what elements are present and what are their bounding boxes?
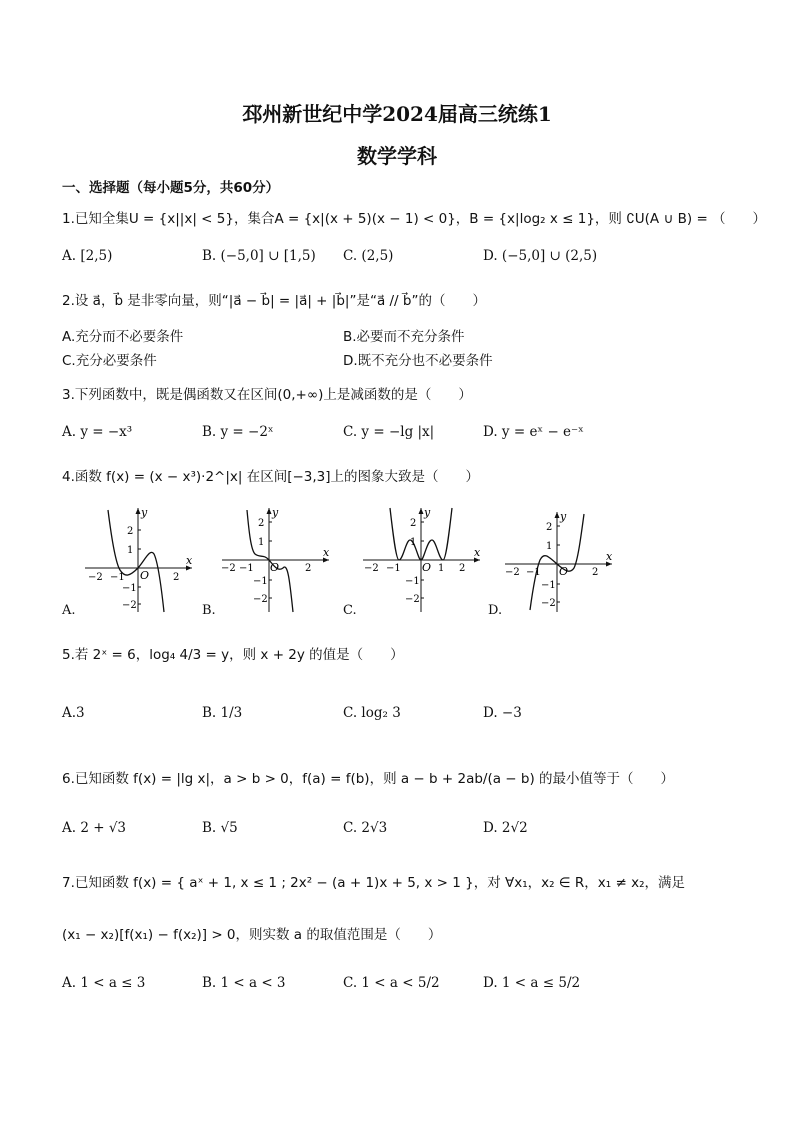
graph-d-tick: −1 bbox=[541, 580, 556, 591]
graph-d-origin: O bbox=[559, 565, 569, 578]
question-2-option-d: D.既不充分也不必要条件 bbox=[343, 353, 493, 369]
question-2-stem: 2.设 a⃗，b⃗ 是非零向量，则“|a⃗ − b⃗| = |a⃗| + |b⃗|”是“a⃗ // b⃗”的（ ） bbox=[62, 293, 486, 309]
question-4-option-c: C. bbox=[343, 603, 357, 618]
subject-title: 数学学科 bbox=[357, 144, 437, 168]
question-4-stem: 4.函数 f(x) = (x − x³)·2^|x| 在区间[−3,3]上的图象大致是（ ） bbox=[62, 469, 480, 485]
graph-c-tick: −1 bbox=[405, 576, 420, 587]
question-1-option-c: C. (2,5) bbox=[343, 248, 394, 264]
question-3-option-c: C. y = −lg |x| bbox=[343, 424, 435, 440]
question-4-option-d: D. bbox=[488, 603, 503, 618]
question-5-option-d: D. −3 bbox=[483, 705, 522, 721]
graph-c bbox=[358, 504, 483, 614]
graph-c-x-label: x bbox=[474, 546, 481, 559]
graph-a-tick: 1 bbox=[127, 545, 134, 556]
question-7-option-c: C. 1 < a < 5/2 bbox=[343, 975, 440, 991]
graph-a-tick: −2 bbox=[88, 572, 103, 583]
question-5-option-b: B. 1/3 bbox=[202, 705, 243, 721]
question-7-stem: 7.已知函数 f(x) = { aˣ + 1, x ≤ 1 ; 2x² − (a + 1)x + 5, x > 1 }，对 ∀x₁，x₂ ∈ R，x₁ ≠ x₂，满足 bbox=[62, 875, 685, 891]
graph-c-tick: −2 bbox=[364, 563, 379, 574]
graph-a-origin: O bbox=[140, 569, 150, 582]
graph-d-tick: −2 bbox=[541, 598, 556, 609]
question-1-option-a: A. [2,5) bbox=[62, 248, 113, 264]
graph-b-tick: 1 bbox=[258, 537, 265, 548]
graph-d bbox=[500, 508, 615, 614]
graph-a-tick: −2 bbox=[122, 600, 137, 611]
graph-d-tick: −1 bbox=[526, 567, 541, 578]
graph-c-tick: 1 bbox=[410, 537, 417, 548]
graph-a-tick: 2 bbox=[173, 572, 180, 583]
graph-a-x-label: x bbox=[186, 554, 193, 567]
question-7-stem-continued: (x₁ − x₂)[f(x₁) − f(x₂)] > 0，则实数 a 的取值范围是（ ） bbox=[62, 927, 442, 943]
question-3-stem: 3.下列函数中，既是偶函数又在区间(0,+∞)上是减函数的是（ ） bbox=[62, 387, 472, 403]
question-6-option-d: D. 2√2 bbox=[483, 820, 528, 836]
graph-c-y-label: y bbox=[424, 506, 431, 519]
question-6-option-c: C. 2√3 bbox=[343, 820, 388, 836]
question-7-option-d: D. 1 < a ≤ 5/2 bbox=[483, 975, 581, 991]
question-4-option-a: A. bbox=[62, 603, 76, 618]
question-5-option-a: A.3 bbox=[62, 705, 85, 721]
graph-b-y-label: y bbox=[272, 506, 279, 519]
question-6-option-b: B. √5 bbox=[202, 820, 238, 836]
graph-b-x-label: x bbox=[323, 546, 330, 559]
graph-d-x-label: x bbox=[606, 550, 613, 563]
graph-a-tick: −1 bbox=[110, 572, 125, 583]
question-6-stem: 6.已知函数 f(x) = |lg x|，a > b > 0，f(a) = f(b)，则 a − b + 2ab/(a − b) 的最小值等于（ ） bbox=[62, 771, 675, 787]
question-2-option-a: A.充分而不必要条件 bbox=[62, 329, 184, 345]
question-5-stem: 5.若 2ˣ = 6，log₄ 4/3 = y，则 x + 2y 的值是（ ） bbox=[62, 647, 404, 663]
graph-b-tick: 2 bbox=[258, 518, 265, 529]
question-2-option-b: B.必要而不充分条件 bbox=[343, 329, 465, 345]
graph-b-tick: −1 bbox=[239, 563, 254, 574]
question-6-option-a: A. 2 + √3 bbox=[62, 820, 127, 836]
graph-b bbox=[217, 504, 332, 614]
question-1-stem: 1.已知全集U = {x||x| < 5}，集合A = {x|(x + 5)(x − 1) < 0}，B = {x|log₂ x ≤ 1}，则 ∁U(A ∪ B) = （ ） bbox=[62, 211, 767, 227]
graph-c-tick: 2 bbox=[410, 518, 417, 529]
graph-a-tick: −1 bbox=[122, 583, 137, 594]
graph-b-tick: −2 bbox=[221, 563, 236, 574]
graph-c-tick: −2 bbox=[405, 594, 420, 605]
question-1-option-d: D. (−5,0] ∪ (2,5) bbox=[483, 248, 598, 264]
question-3-option-a: A. y = −x³ bbox=[62, 424, 133, 440]
graph-d-tick: −2 bbox=[505, 567, 520, 578]
question-4-option-b: B. bbox=[202, 603, 216, 618]
section-heading: 一、选择题（每小题5分，共60分） bbox=[62, 180, 280, 196]
graph-b-tick: −2 bbox=[253, 594, 268, 605]
graph-d-tick: 2 bbox=[592, 567, 599, 578]
graph-c-tick: 1 bbox=[438, 563, 445, 574]
graph-a bbox=[80, 504, 195, 614]
graph-a-y-label: y bbox=[141, 506, 148, 519]
question-2-option-c: C.充分必要条件 bbox=[62, 353, 157, 369]
question-5-option-c: C. log₂ 3 bbox=[343, 705, 401, 721]
question-7-option-a: A. 1 < a ≤ 3 bbox=[62, 975, 146, 991]
exam-title: 邳州新世纪中学2024届高三统练1 bbox=[242, 102, 552, 126]
graph-a-tick: 2 bbox=[127, 526, 134, 537]
graph-d-tick: 1 bbox=[546, 541, 553, 552]
graph-c-origin: O bbox=[422, 561, 432, 574]
graph-b-origin: O bbox=[270, 561, 280, 574]
graph-c-tick: −1 bbox=[386, 563, 401, 574]
question-3-option-d: D. y = eˣ − e⁻ˣ bbox=[483, 424, 584, 440]
graph-b-tick: 2 bbox=[305, 563, 312, 574]
graph-c-tick: 2 bbox=[459, 563, 466, 574]
question-1-option-b: B. (−5,0] ∪ [1,5) bbox=[202, 248, 316, 264]
graph-d-y-label: y bbox=[560, 510, 567, 523]
question-7-option-b: B. 1 < a < 3 bbox=[202, 975, 286, 991]
graph-d-tick: 2 bbox=[546, 522, 553, 533]
question-3-option-b: B. y = −2ˣ bbox=[202, 424, 274, 440]
graph-b-tick: −1 bbox=[253, 576, 268, 587]
